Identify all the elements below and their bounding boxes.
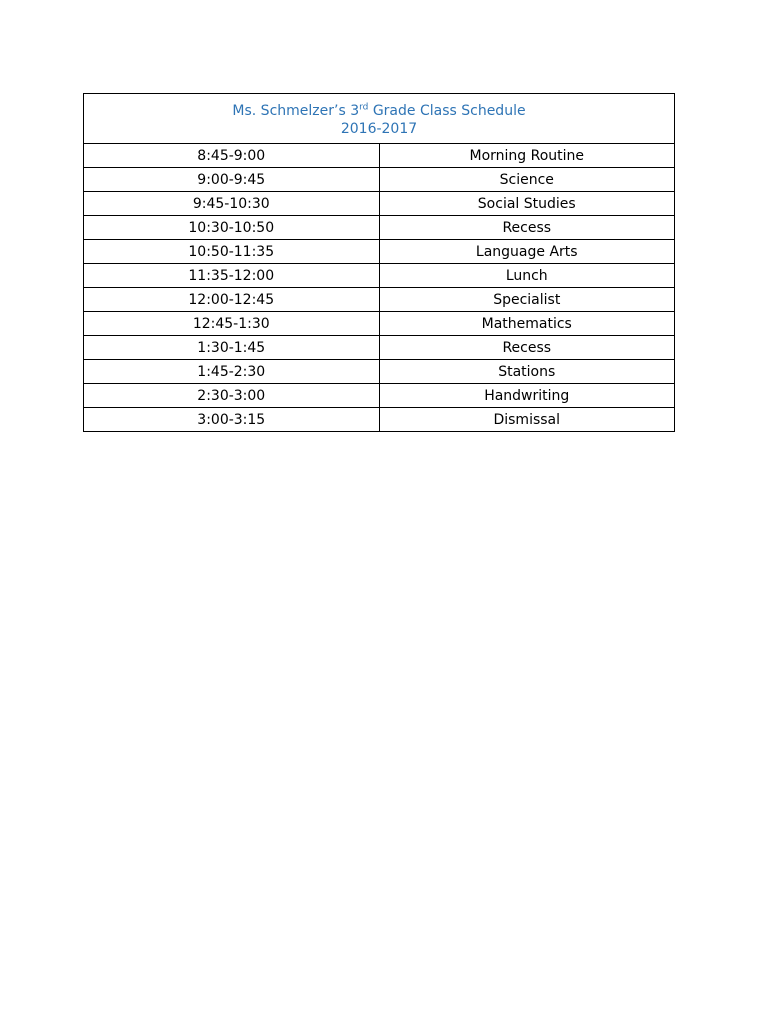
- activity-cell: Lunch: [379, 264, 675, 288]
- activity-cell: Recess: [379, 336, 675, 360]
- activity-cell: Specialist: [379, 288, 675, 312]
- activity-cell: Dismissal: [379, 408, 675, 432]
- activity-cell: Stations: [379, 360, 675, 384]
- activity-cell: Science: [379, 168, 675, 192]
- time-cell: 12:00-12:45: [84, 288, 380, 312]
- schedule-year: 2016-2017: [340, 120, 418, 137]
- table-row: [84, 336, 675, 360]
- table-row: [84, 360, 675, 384]
- table-row: [84, 288, 675, 312]
- activity-cell: Handwriting: [379, 384, 675, 408]
- time-cell: 9:45-10:30: [84, 192, 380, 216]
- table-row: [84, 192, 675, 216]
- schedule-title: [84, 102, 674, 120]
- table-row: [84, 408, 675, 432]
- class-schedule-table: [83, 93, 675, 432]
- title-suffix: Grade Class Schedule: [368, 102, 526, 119]
- table-row: [84, 144, 675, 168]
- title-prefix: Ms. Schmelzer’s 3: [232, 102, 360, 119]
- activity-cell: Social Studies: [379, 192, 675, 216]
- activity-cell: Recess: [379, 216, 675, 240]
- activity-cell: Morning Routine: [379, 144, 675, 168]
- table-row: [84, 264, 675, 288]
- table-row: [84, 240, 675, 264]
- time-cell: 1:30-1:45: [84, 336, 380, 360]
- time-cell: 2:30-3:00: [84, 384, 380, 408]
- time-cell: 9:00-9:45: [84, 168, 380, 192]
- time-cell: 10:30-10:50: [84, 216, 380, 240]
- schedule-title-cell: [84, 94, 675, 144]
- time-cell: 11:35-12:00: [84, 264, 380, 288]
- table-row: [84, 216, 675, 240]
- activity-cell: Language Arts: [379, 240, 675, 264]
- time-cell: 10:50-11:35: [84, 240, 380, 264]
- table-row: [84, 168, 675, 192]
- time-cell: 3:00-3:15: [84, 408, 380, 432]
- activity-cell: Mathematics: [379, 312, 675, 336]
- title-superscript: rd: [359, 101, 369, 112]
- table-row: [84, 384, 675, 408]
- time-cell: 1:45-2:30: [84, 360, 380, 384]
- time-cell: 8:45-9:00: [84, 144, 380, 168]
- table-row: [84, 312, 675, 336]
- schedule-header-row: [84, 94, 675, 144]
- time-cell: 12:45-1:30: [84, 312, 380, 336]
